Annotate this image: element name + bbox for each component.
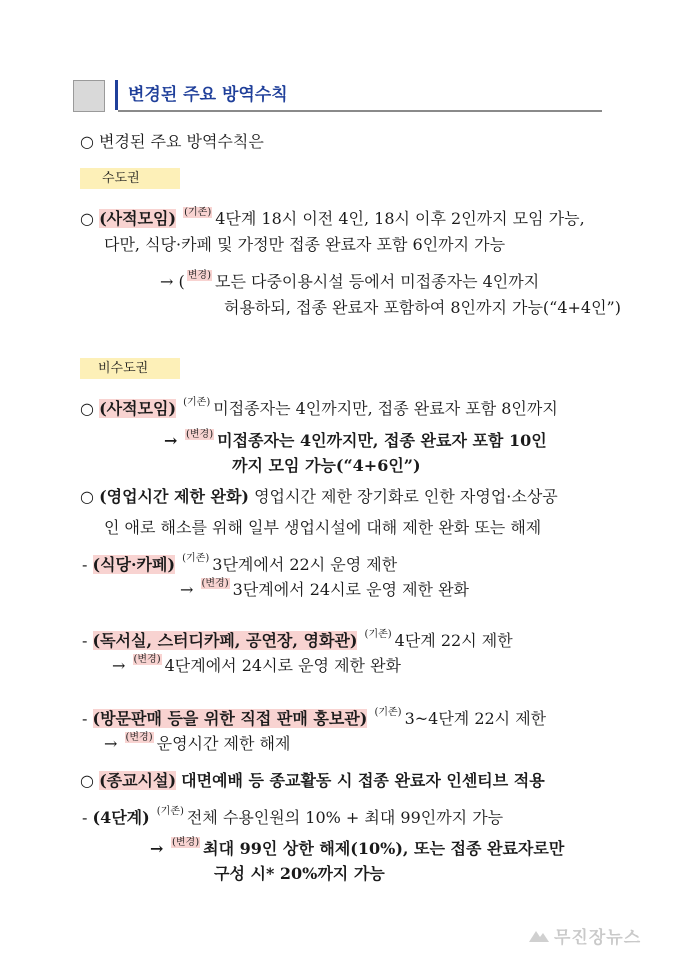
- new-label: (변경): [171, 837, 200, 848]
- item-text: 운영시간 제한 해제: [156, 734, 291, 753]
- arrow-icon: →: [160, 272, 174, 291]
- noncap-item1-line1: [80, 392, 558, 420]
- header-divider: [115, 80, 118, 110]
- item-text: 4단계 18시 이전 4인, 18시 이후 2인까지 모임 가능,: [215, 209, 585, 228]
- prev-label: (기존): [374, 707, 402, 718]
- arrow-icon: →: [164, 431, 178, 450]
- dash: -: [82, 555, 88, 574]
- dash: -: [82, 808, 88, 827]
- header-underline: [118, 110, 602, 112]
- noncap-sub1-line2: [180, 573, 469, 601]
- item-text: 전체 수용인원의 10% + 최대 99인까지 가능: [186, 808, 504, 827]
- noncap-sub4-line3: 구성 시* 20%까지 가능: [214, 864, 385, 883]
- capital-item1-line1: [80, 202, 585, 230]
- noncap-item1-line3: 까지 모임 가능(“4+6인”): [232, 456, 421, 475]
- capital-item1-line3: [160, 265, 539, 293]
- noncap-item3-line1: [80, 770, 545, 792]
- new-label: (변경): [125, 732, 153, 743]
- noncap-sub4-line2: [150, 832, 564, 860]
- capital-item1-line2: 다만, 식당·카페 및 가정만 접종 완료자 포함 6인까지 가능: [104, 235, 506, 254]
- noncap-sub2-line2: [112, 649, 401, 677]
- intro-line: ○ 변경된 주요 방역수칙은: [80, 132, 264, 151]
- prev-label: (기존): [364, 629, 392, 640]
- region-label-noncapital: 비수도권: [80, 358, 180, 379]
- prev-label: (기존): [156, 806, 184, 817]
- item-text: 3~4단계 22시 제한: [404, 709, 547, 728]
- item-text: 3단계에서 24시로 운영 제한 완화: [232, 580, 469, 599]
- noncap-item1-line2: [164, 424, 547, 452]
- item-text: 미접종자는 4인까지만, 접종 완료자 포함 10인: [217, 431, 547, 450]
- bullet: ○: [80, 487, 94, 506]
- item-text: 대면예배 등 종교활동 시 접종 완료자 인센티브 적용: [181, 771, 545, 790]
- arrow-icon: →: [112, 656, 126, 675]
- item-text: 최대 99인 상한 해제(10%), 또는 접종 완료자로만: [203, 839, 565, 858]
- item-tag: (사적모임): [99, 209, 177, 228]
- prev-label: (기존): [184, 207, 212, 218]
- item-text: 영업시간 제한 장기화로 인한 자영업·소상공: [254, 487, 558, 506]
- item-text: 미접종자는 4인까지만, 접종 완료자 포함 8인까지: [213, 399, 558, 418]
- new-label: (변경): [133, 654, 161, 665]
- watermark-text: 무진장뉴스: [554, 928, 642, 948]
- noncap-item2-line1: [80, 486, 558, 508]
- page-title: 변경된 주요 방역수칙: [128, 85, 288, 105]
- paren-open: (: [178, 272, 185, 291]
- prev-label: (기존): [183, 397, 211, 408]
- dash: -: [82, 709, 88, 728]
- arrow-icon: →: [180, 580, 194, 599]
- prev-label: (기존): [182, 553, 210, 564]
- item-tag: (식당·카페): [92, 555, 176, 574]
- noncap-item2-line2: 인 애로 해소를 위해 일부 생업시설에 대해 제한 완화 또는 해제: [104, 518, 542, 537]
- item-tag: (사적모임): [99, 399, 177, 418]
- capital-item1-line4: 허용하되, 접종 완료자 포함하여 8인까지 가능(“4+4인”): [224, 298, 621, 317]
- noncap-sub4-line1: [82, 801, 503, 829]
- item-text: 4단계 22시 제한: [394, 631, 513, 650]
- item-text: 3단계에서 22시 운영 제한: [212, 555, 398, 574]
- new-label: 변경): [187, 270, 211, 281]
- item-text: 4단계에서 24시로 운영 제한 완화: [164, 656, 401, 675]
- bullet: ○: [80, 771, 94, 790]
- item-tag: (독서실, 스터디카페, 공연장, 영화관): [92, 631, 358, 650]
- region-label-capital: 수도권: [80, 168, 180, 189]
- item-tag: (방문판매 등을 위한 직접 판매 홍보관): [92, 709, 368, 728]
- header-box: [73, 80, 105, 112]
- noncap-sub3-line2: [104, 727, 290, 755]
- mountain-logo-icon: [528, 924, 550, 952]
- new-label: (변경): [201, 578, 229, 589]
- item-tag: (4단계): [92, 808, 150, 827]
- item-tag: (영업시간 제한 완화): [99, 487, 249, 506]
- bullet: ○: [80, 209, 94, 228]
- arrow-icon: →: [104, 734, 118, 753]
- new-label: (변경): [185, 429, 214, 440]
- bullet: ○: [80, 399, 94, 418]
- dash: -: [82, 631, 88, 650]
- noncap-sub3-line1: [82, 702, 546, 730]
- item-tag: (종교시설): [99, 771, 177, 790]
- noncap-sub1-line1: [82, 548, 397, 576]
- item-text: 모든 다중이용시설 등에서 미접종자는 4인까지: [214, 272, 540, 291]
- watermark: [528, 924, 668, 952]
- noncap-sub2-line1: [82, 624, 513, 652]
- arrow-icon: →: [150, 839, 164, 858]
